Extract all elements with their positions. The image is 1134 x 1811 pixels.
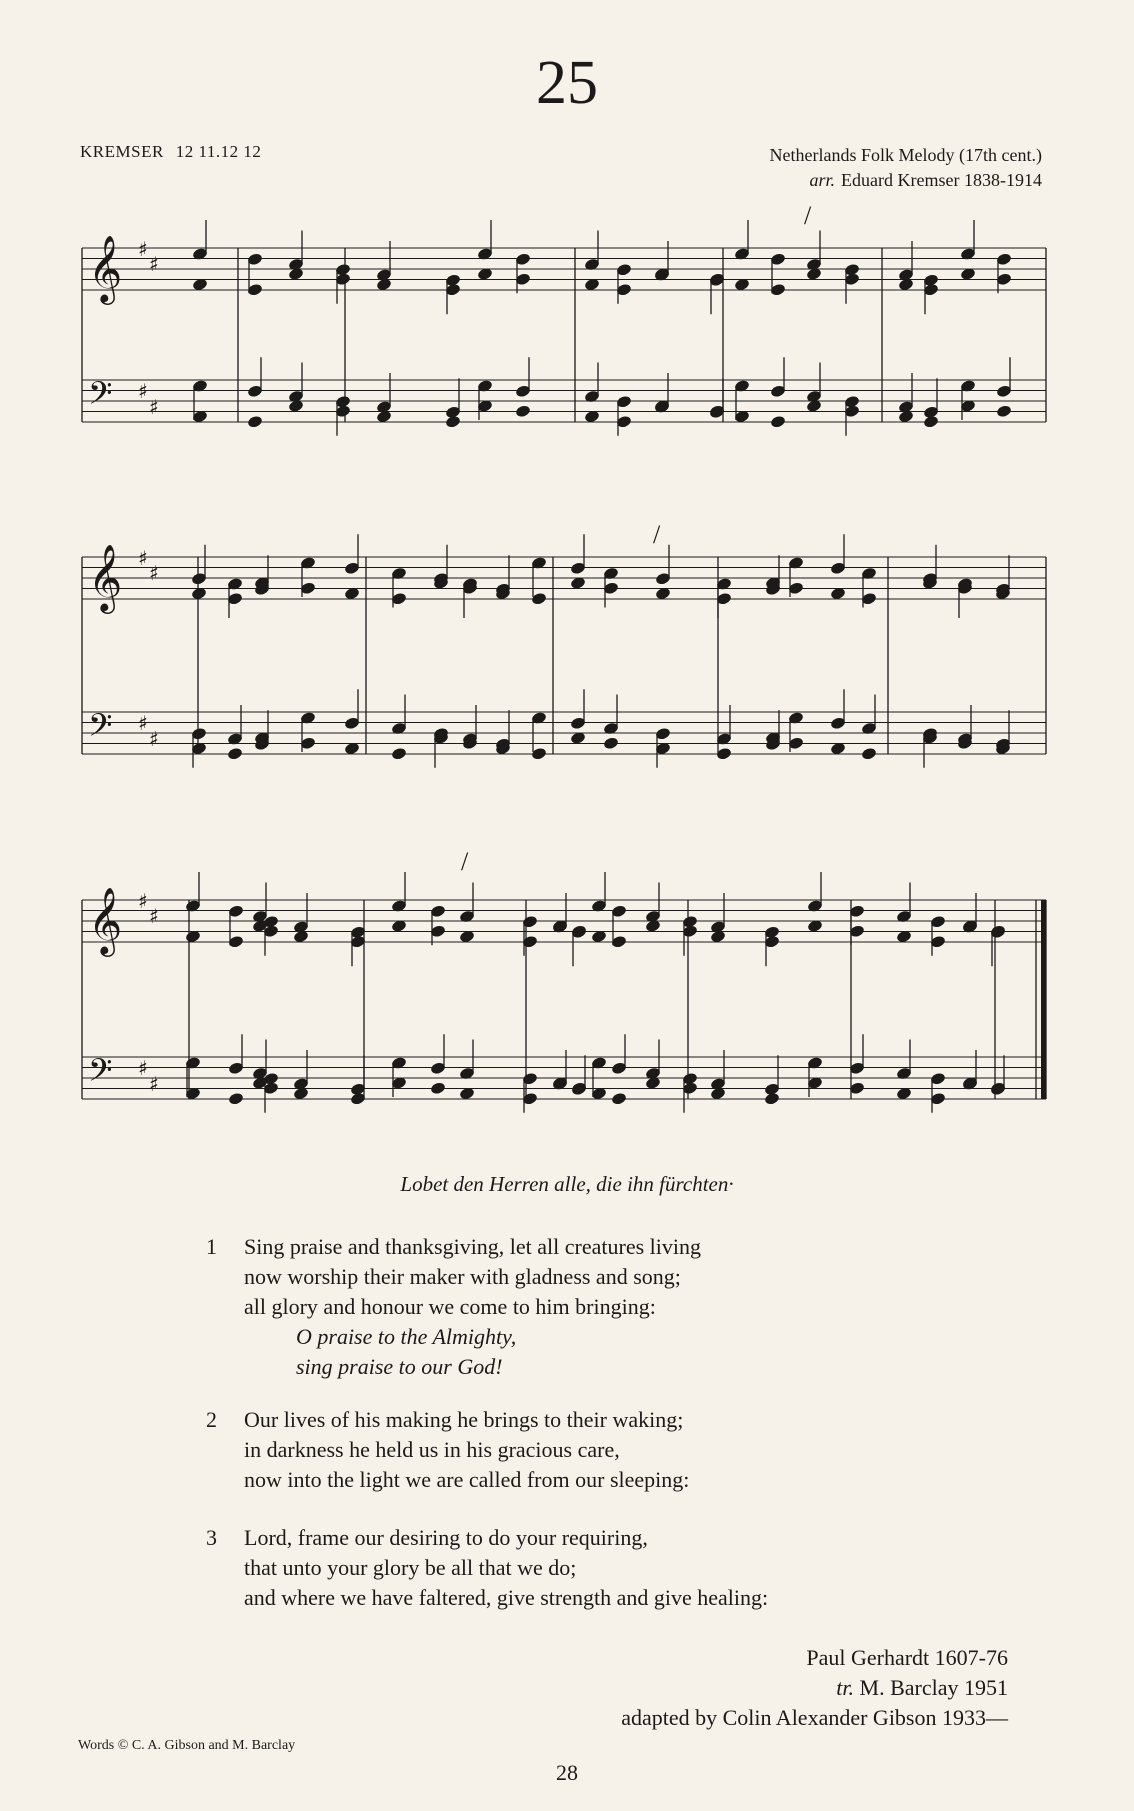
breath-mark: /: [804, 201, 812, 230]
copyright-notice: Words © C. A. Gibson and M. Barclay: [78, 1738, 296, 1753]
bass-lower-note-head: [247, 415, 264, 429]
refrain-line: sing praise to our God!: [296, 1354, 503, 1379]
bass-lower-note-head: [430, 1081, 447, 1095]
verse-line: now worship their maker with gladness and song;: [244, 1264, 681, 1289]
verse-line: that unto your glory be all that we do;: [244, 1555, 577, 1580]
verse-line: now into the light we are called from our sleeping:: [244, 1467, 690, 1492]
page-number: 28: [556, 1760, 578, 1785]
tune-meter: 12 11.12 12: [175, 142, 262, 161]
treble-clef: 𝄞: [88, 543, 123, 611]
verse-line: all glory and honour we come to him bringing:: [244, 1294, 656, 1319]
author-credit: Paul Gerhardt 1607-76: [806, 1645, 1008, 1670]
bass-lower-note-head: [996, 404, 1013, 418]
verse-line: and where we have faltered, give strength and give healing:: [244, 1585, 769, 1610]
verse-number: 2: [206, 1407, 217, 1432]
arranger-prefix: arr.: [809, 170, 836, 190]
verse-3: [206, 1523, 768, 1613]
verse-number: 1: [206, 1234, 217, 1259]
treble-clef: 𝄞: [88, 234, 123, 302]
bass-lower-note-head: [603, 736, 620, 750]
translator-prefix: tr.: [836, 1675, 855, 1700]
breath-mark: /: [653, 520, 661, 549]
adapter-credit: adapted by Colin Alexander Gibson 1933—: [621, 1705, 1008, 1730]
final-barline: [1041, 900, 1046, 1099]
sharp-key-signature: ♯: [149, 252, 159, 276]
hymn-number: 25: [536, 49, 598, 117]
verse-1: [206, 1232, 701, 1382]
verse-line: in darkness he held us in his gracious care,: [244, 1437, 620, 1462]
bass-lower-note-head: [228, 1092, 245, 1106]
bass-lower-note-head: [445, 415, 462, 429]
bass-lower-note-head: [515, 404, 532, 418]
sharp-key-signature: ♯: [149, 561, 159, 585]
translator-name: M. Barclay 1951: [859, 1675, 1008, 1700]
refrain-line: O praise to the Almighty,: [296, 1324, 517, 1349]
sharp-key-signature: ♯: [138, 1056, 148, 1080]
bass-lower-note-head: [861, 747, 878, 761]
verse-line: Sing praise and thanksgiving, let all creatures living: [244, 1234, 702, 1259]
breath-mark: /: [461, 847, 469, 876]
sharp-key-signature: ♯: [138, 237, 148, 261]
bass-clef: 𝄢: [88, 375, 113, 419]
sharp-key-signature: ♯: [138, 711, 148, 735]
score-content: [82, 201, 1046, 1113]
verse-2: [206, 1405, 689, 1495]
bass-lower-note-head: [764, 1092, 781, 1106]
bass-clef: 𝄢: [88, 707, 113, 751]
sharp-key-signature: ♯: [149, 395, 159, 419]
translator-credit: [836, 1675, 1008, 1701]
melody-source: Netherlands Folk Melody (17th cent.): [769, 145, 1042, 165]
sharp-key-signature: ♯: [149, 1072, 159, 1096]
bass-clef: 𝄢: [88, 1052, 113, 1096]
bass-lower-note-head: [227, 747, 244, 761]
verse-line: Our lives of his making he brings to their waking;: [244, 1407, 684, 1432]
bass-lower-note-head: [770, 415, 787, 429]
arranger-name: Eduard Kremser 1838-1914: [841, 170, 1042, 190]
german-title: Lobet den Herren alle, die ihn fürchten·: [400, 1172, 734, 1196]
verse-number: 3: [206, 1525, 217, 1550]
sharp-key-signature: ♯: [138, 379, 148, 403]
treble-clef: 𝄞: [88, 886, 123, 954]
bass-lower-note-head: [611, 1092, 628, 1106]
sharp-key-signature: ♯: [138, 546, 148, 570]
verse-line: Lord, frame our desiring to do your requiring,: [244, 1525, 648, 1550]
sharp-key-signature: ♯: [138, 889, 148, 913]
bass-lower-note-head: [391, 747, 408, 761]
bass-lower-note-head: [923, 415, 940, 429]
tune-name-text: KREMSER: [80, 142, 164, 161]
sharp-key-signature: ♯: [149, 727, 159, 751]
sharp-key-signature: ♯: [149, 904, 159, 928]
